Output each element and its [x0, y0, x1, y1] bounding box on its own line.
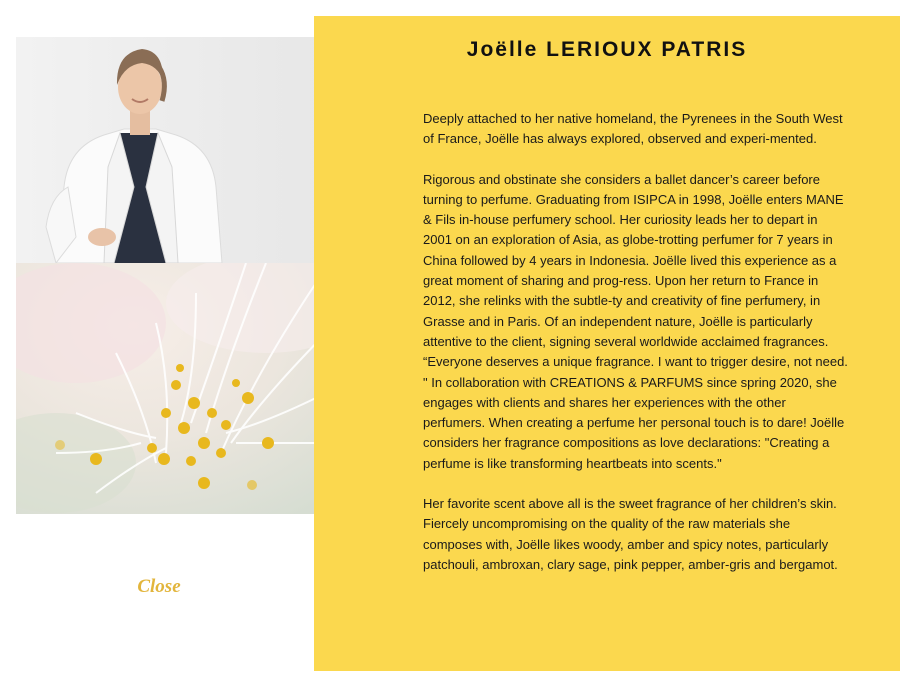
bio-paragraph-1: Deeply attached to her native homeland, the Pyrenees in the South West of France, Joëlle has always explored, observed and experi-mented.	[423, 111, 843, 147]
bio-panel	[314, 16, 900, 671]
portrait-photo	[16, 37, 352, 263]
flower-photo	[16, 263, 352, 514]
perfumer-name: Joëlle LERIOUX PATRIS	[466, 38, 748, 61]
bio-paragraph-3: Her favorite scent above all is the sweet fragrance of her children’s skin. Fiercely uncompromising on the quality of the raw materials she composes with, Joëlle likes woody, amber and spicy notes, particularly patchouli, ambroxan, clary sage, pink pepper, amber-gris and bergamot.	[423, 496, 838, 572]
close-button[interactable]: Close	[137, 576, 181, 597]
bio-paragraph-2: Rigorous and obstinate she considers a ballet dancer’s career before turning to perfume. Graduating from ISIPCA in 1998, Joëlle enters MANE & Fils in-house perfumery school. Her curiosity leads her to depart in 2001 on an exploration of Asia, as globe-trotting perfumer for 7 years in China followed by 4 years in Indonesia. Joëlle lived this experience as a great moment of sharing and prog-ress. Upon her return to France in 2012, she relinks with the subtle-ty and creativity of fine perfumery, in Grasse and in Paris. Of an independent nature, Joëlle is particularly attentive to the client, signing several worldwide acclaimed fragrances. “Everyone deserves a unique fragrance. I want to trigger desire, not need. " In collaboration with CREATIONS & PARFUMS since spring 2020, she engages with clients and shares her experiences with the other perfumers. When creating a perfume her personal touch is to dare! Joëlle considers her fragrance compositions as love declarations: "Creating a perfume is like transforming heartbeats into scents."	[423, 171, 848, 471]
bio-text	[423, 109, 848, 595]
